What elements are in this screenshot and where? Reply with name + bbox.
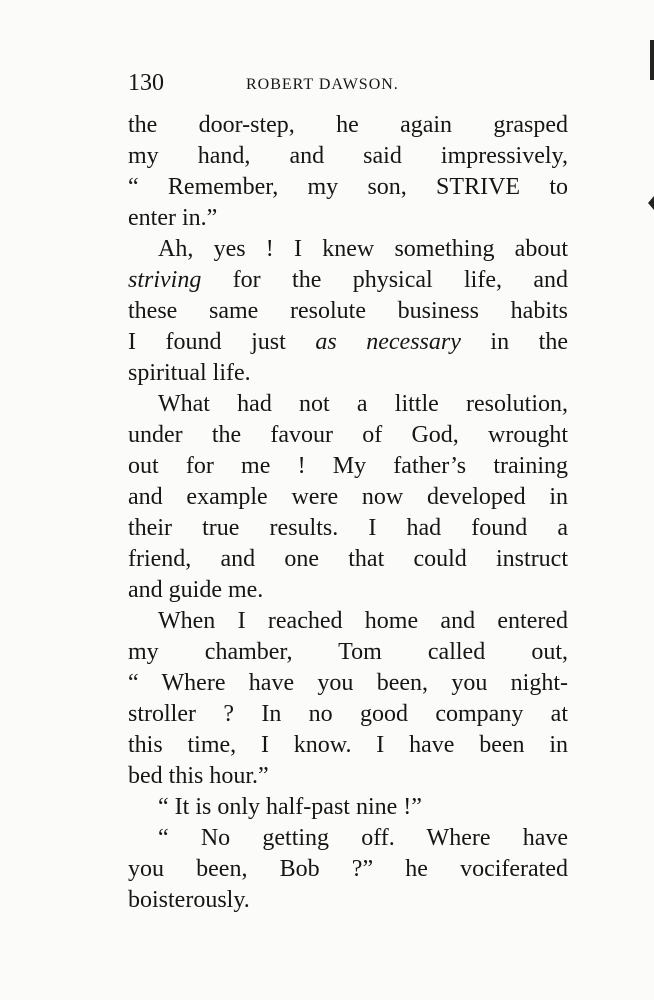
text-line: these same resolute business habits: [128, 298, 568, 324]
text-line: you been, Bob ?” he vociferated: [128, 856, 568, 882]
text-line: this time, I know. I have been in: [128, 732, 568, 758]
text-line: I found just as necessary in the: [128, 329, 568, 355]
text-line: Ah, yes ! I knew something about: [158, 236, 568, 262]
text-line: bed this hour.”: [128, 763, 269, 789]
text-line: boisterously.: [128, 887, 250, 913]
text-line: “ No getting off. Where have: [158, 825, 568, 851]
text-line: spiritual life.: [128, 360, 251, 386]
text-line: When I reached home and entered: [158, 608, 568, 634]
text-line: “ Remember, my son, STRIVE to: [128, 174, 568, 200]
page-number: 130: [128, 70, 164, 96]
italic-emphasis: as necessary: [315, 329, 461, 355]
text-line: out for me ! My father’s training: [128, 453, 568, 479]
text-line: “ Where have you been, you night-: [128, 670, 568, 696]
running-title: ROBERT DAWSON.: [246, 76, 399, 93]
page-header: [128, 70, 568, 100]
text-line: under the favour of God, wrought: [128, 422, 568, 448]
text-line: my chamber, Tom called out,: [128, 639, 568, 665]
page-edge-mark: [650, 40, 654, 80]
text-line: stroller ? In no good company at: [128, 701, 568, 727]
text-line: enter in.”: [128, 205, 218, 231]
text-line: striving for the physical life, and: [128, 267, 568, 293]
page-edge-mark: [648, 196, 654, 210]
text-line: their true results. I had found a: [128, 515, 568, 541]
text-line: friend, and one that could instruct: [128, 546, 568, 572]
text-line: and example were now developed in: [128, 484, 568, 510]
body-text: [128, 110, 568, 916]
text-line: and guide me.: [128, 577, 264, 603]
text-line: “ It is only half-past nine !”: [158, 794, 422, 820]
text-line: What had not a little resolution,: [158, 391, 568, 417]
text-line: the door-step, he again grasped: [128, 112, 568, 138]
italic-emphasis: striving: [128, 267, 202, 293]
text-line: my hand, and said impressively,: [128, 143, 568, 169]
